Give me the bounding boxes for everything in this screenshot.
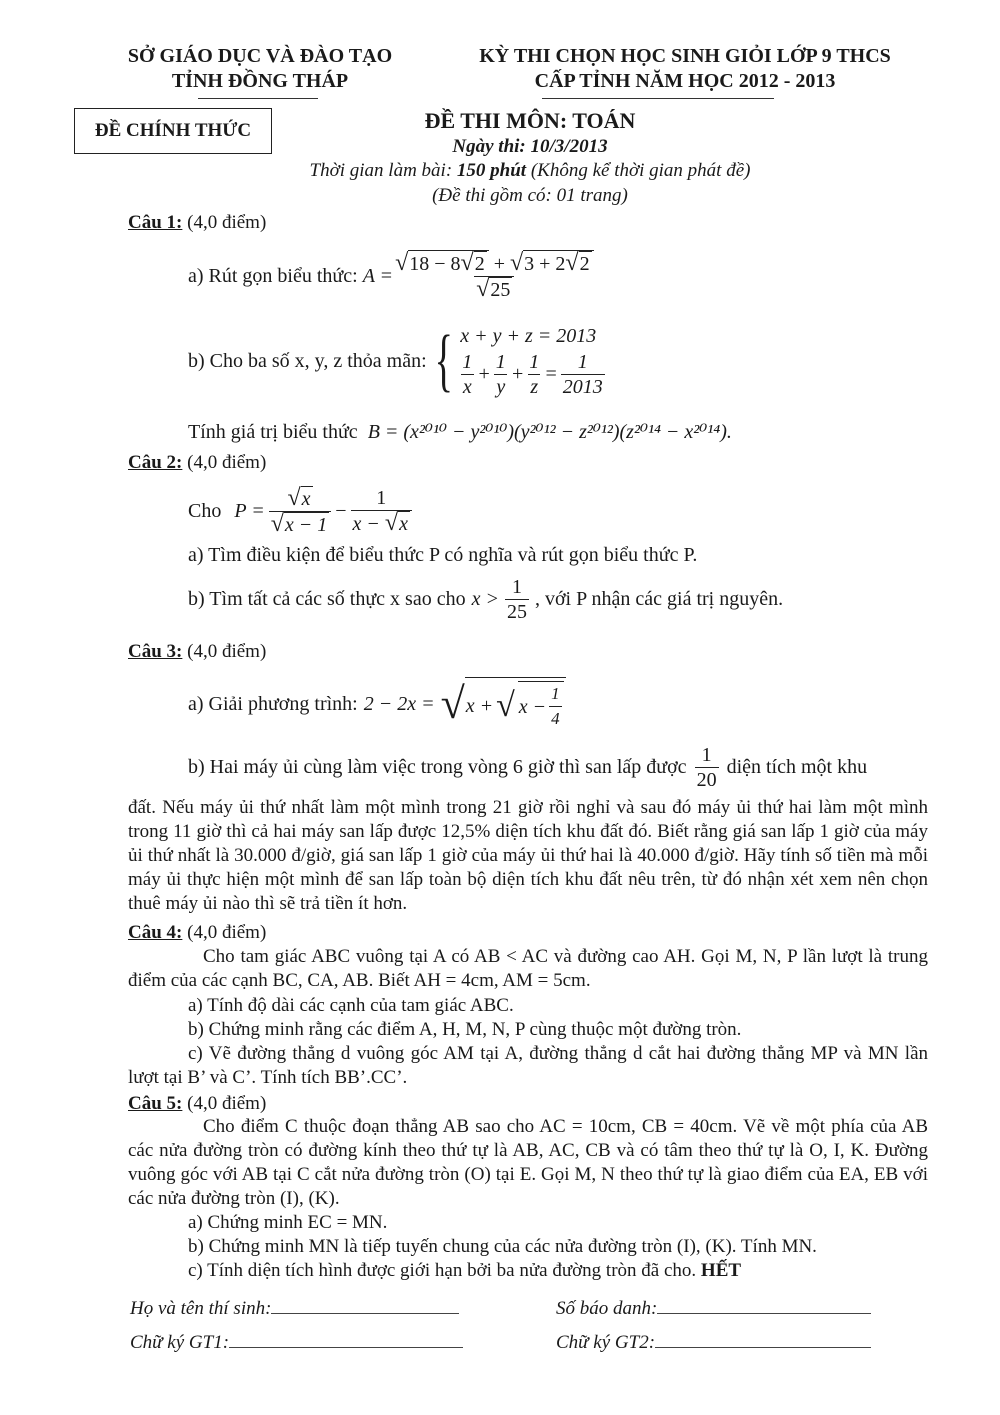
q1b: b) Cho ba số x, y, z thỏa mãn: { x + y + z = 2013 $\frac{1}{x}$ + $\frac{1}{y}$ + $\frac{1}{z}$ = $\frac{1}{2013}$ bbox=[188, 322, 603, 399]
exam-date: Ngày thi: 10/3/2013 bbox=[452, 136, 608, 157]
header-right-underline bbox=[542, 98, 774, 99]
q1c: Tính giá trị biểu thức B = (x²⁰¹⁰ − y²⁰¹⁰)(y²⁰¹² − z²⁰¹²)(z²⁰¹⁴ − x²⁰¹⁴). bbox=[188, 421, 732, 443]
q2-heading: Câu 2: (4,0 điểm) bbox=[128, 452, 267, 473]
header-left-underline bbox=[198, 98, 318, 99]
q3a: a) Giải phương trình: 2 − 2x = √ x + √ x − $\frac{1}{4}$ bbox=[188, 668, 566, 740]
exam-name: KỲ THI CHỌN HỌC SINH GIỎI LỚP 9 THCS CẤP TỈNH NĂM HỌC 2012 - 2013 bbox=[479, 45, 891, 92]
q1b-eq2: $\frac{1}{x}$ + $\frac{1}{y}$ + $\frac{1}{z}$ = $\frac{1}{2013}$ bbox=[462, 350, 603, 398]
q1a: a) Rút gọn biểu thức: A = $\frac{√18 - 8√2 + √3 + 2√2}{√25}$ bbox=[188, 246, 596, 306]
q4-heading: Câu 4: (4,0 điểm) bbox=[128, 922, 267, 943]
candidate-number-field[interactable] bbox=[657, 1299, 871, 1314]
candidate-name-field[interactable] bbox=[271, 1299, 459, 1314]
q3b-paragraph: đất. Nếu máy ủi thứ nhất làm một mình trong 21 giờ rồi nghỉ và sau đó máy ủi thứ hai làm một mình trong 11 giờ thì cả hai máy san lấp được 12,5% diện tích khu đất đó. Biết rằng giá san lấp 1 giờ của máy ủi thứ nhất là 30.000 đ/giờ, giá san lấp 1 giờ của máy ủi thứ hai là 40.000 đ/giờ. Hãy tính số tiền mà mỗi máy ủi thực hiện một mình để san lấp toàn bộ diện tích khu đất nêu trên, từ đó nhận xét xem nên chọn thuê máy ủi nào thì sẽ trả tiền ít hơn. bbox=[128, 797, 928, 914]
candidate-number-line: Số báo danh: bbox=[556, 1297, 871, 1321]
q5c: c) Tính diện tích hình được giới hạn bởi ba nửa đường tròn đã cho. HẾT bbox=[188, 1260, 742, 1281]
official-exam-box: ĐỀ CHÍNH THỨC bbox=[74, 108, 272, 154]
exam-page-count: (Đề thi gồm có: 01 trang) bbox=[432, 185, 628, 206]
q5b: b) Chứng minh MN là tiếp tuyến chung của các nửa đường tròn (I), (K). Tính MN. bbox=[188, 1236, 817, 1257]
invigilator1-signature-field[interactable] bbox=[229, 1333, 463, 1348]
end-marker: HẾT bbox=[700, 1260, 742, 1281]
department-name: SỞ GIÁO DỤC VÀ ĐÀO TẠO TỈNH ĐỒNG THÁP bbox=[127, 45, 393, 92]
q3b-first-line: b) Hai máy ủi cùng làm việc trong vòng 6 giờ thì san lấp được $\frac{1}{20}$ diện tích một khu bbox=[188, 743, 868, 791]
q2-expression: Cho P = $\frac{√x}{√x - 1}$ − $\frac{1}{x - √x}$ bbox=[188, 482, 412, 540]
system-brace: { bbox=[434, 322, 453, 399]
subject-title: ĐỀ THI MÔN: TOÁN bbox=[424, 108, 636, 133]
q1a-fraction: $\frac{√18 - 8√2 + √3 + 2√2}{√25}$ bbox=[393, 250, 596, 302]
exam-duration: Thời gian làm bài: 150 phút (Không kể thời gian phát đề) bbox=[309, 160, 751, 181]
q2b: b) Tìm tất cả các số thực x sao cho x > $\frac{1}{25}$ , với P nhận các giá trị nguyên. bbox=[188, 575, 784, 623]
invigilator1-signature-line: Chữ ký GT1: bbox=[130, 1331, 463, 1355]
q5-intro: Cho điểm C thuộc đoạn thẳng AB sao cho AC = 10cm, CB = 40cm. Vẽ về một phía của AB các nửa đường tròn có đường kính theo thứ tự là AB, AC, CB và có tâm theo thứ tự là O, I, K. Đường vuông góc với AB tại C cắt nửa đường tròn (O) tại E. Gọi M, N theo thứ tự là giao điểm của EA, EB với các nửa đường tròn (I), (K). bbox=[128, 1116, 928, 1209]
q5a: a) Chứng minh EC = MN. bbox=[188, 1212, 388, 1233]
q2a: a) Tìm điều kiện để biểu thức P có nghĩa và rút gọn biểu thức P. bbox=[188, 544, 698, 566]
q4a: a) Tính độ dài các cạnh của tam giác ABC. bbox=[188, 995, 514, 1016]
q4b: b) Chứng minh rằng các điểm A, H, M, N, P cùng thuộc một đường tròn. bbox=[188, 1019, 742, 1040]
invigilator2-signature-field[interactable] bbox=[655, 1333, 871, 1348]
q4c: c) Vẽ đường thẳng d vuông góc AM tại A, đường thẳng d cắt hai đường thẳng MP và MN lần lượt tại B’ và C’. Tính tích BB’.CC’. bbox=[128, 1043, 928, 1088]
q5-heading: Câu 5: (4,0 điểm) bbox=[128, 1093, 267, 1114]
q1b-system: x + y + z = 2013 $\frac{1}{x}$ + $\frac{1}{y}$ + $\frac{1}{z}$ = $\frac{1}{2013}$ bbox=[460, 324, 603, 398]
candidate-name-line: Họ và tên thí sinh: bbox=[130, 1297, 459, 1321]
q1-heading: Câu 1: (4,0 điểm) bbox=[128, 212, 267, 233]
q3-heading: Câu 3: (4,0 điểm) bbox=[128, 641, 267, 662]
invigilator2-signature-line: Chữ ký GT2: bbox=[556, 1331, 871, 1355]
q4-intro: Cho tam giác ABC vuông tại A có AB < AC và đường cao AH. Gọi M, N, P lần lượt là trung điểm của các cạnh BC, CA, AB. Biết AH = 4cm, AM = 5cm. bbox=[128, 946, 928, 991]
